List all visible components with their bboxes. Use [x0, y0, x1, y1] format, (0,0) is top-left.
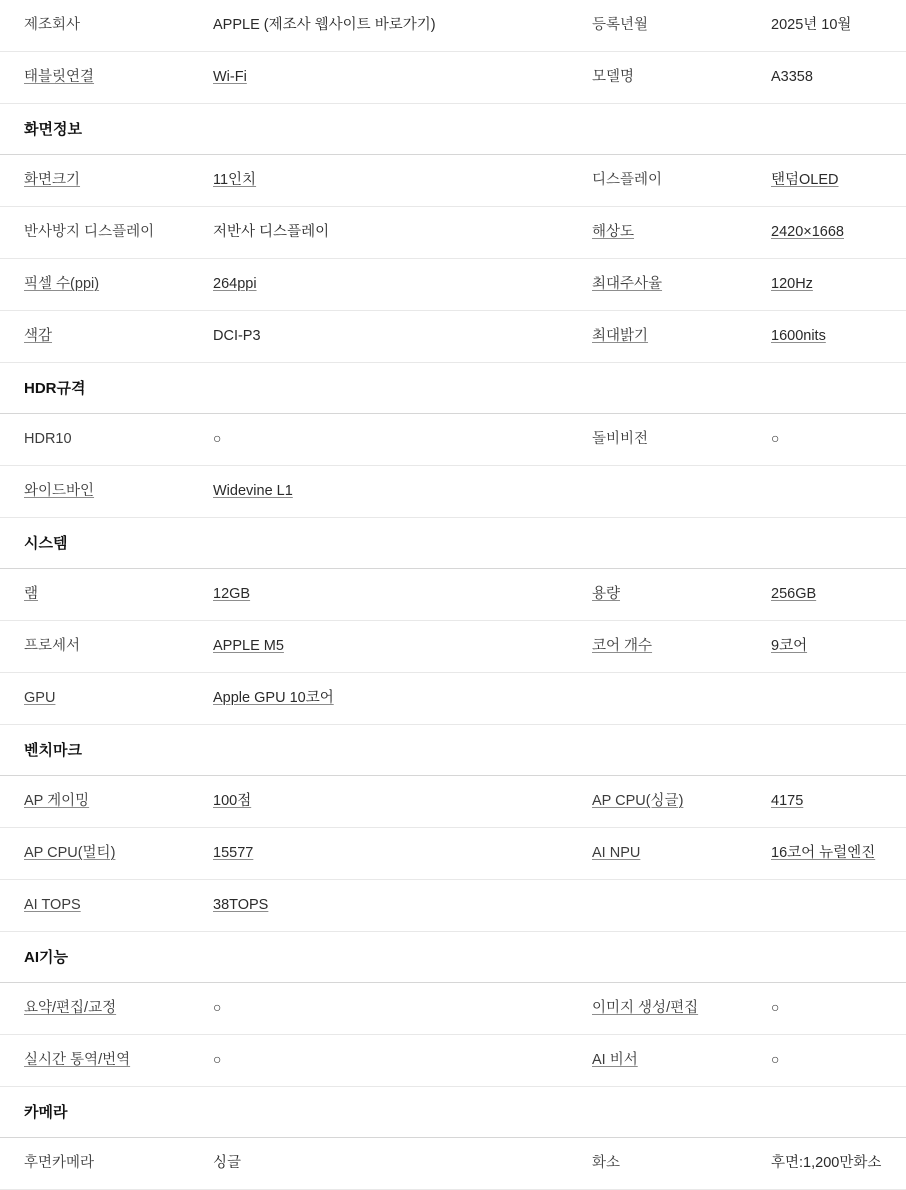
spec-label-cell[interactable] — [0, 466, 189, 518]
spec-text: ○ — [771, 999, 780, 1016]
spec-text: 디스플레이 — [592, 172, 663, 189]
table-row — [0, 880, 906, 932]
spec-value-cell — [747, 0, 906, 52]
spec-label-cell[interactable] — [568, 569, 747, 621]
spec-link-text[interactable]: AP CPU(멀티) — [24, 845, 116, 862]
spec-value-cell[interactable] — [747, 155, 906, 207]
spec-value-cell — [189, 311, 568, 363]
section-title: 시스템 — [0, 518, 906, 569]
table-row — [0, 621, 906, 673]
spec-link-text[interactable]: 이미지 생성/편집 — [592, 1000, 699, 1017]
spec-text: HDR10 — [24, 431, 72, 448]
spec-value-cell[interactable] — [189, 621, 568, 673]
spec-text: 제조회사 — [24, 17, 81, 34]
spec-value-cell[interactable] — [747, 621, 906, 673]
section-title: 카메라 — [0, 1087, 906, 1138]
spec-value-cell[interactable] — [189, 673, 568, 725]
spec-text: 2025년 10월 — [771, 17, 852, 34]
table-row — [0, 155, 906, 207]
spec-label-cell[interactable] — [0, 52, 189, 104]
spec-value-cell — [747, 1138, 906, 1190]
spec-label-cell — [0, 621, 189, 673]
spec-value-cell[interactable] — [189, 52, 568, 104]
spec-link-text[interactable]: 와이드바인 — [24, 483, 95, 500]
spec-value-cell[interactable] — [747, 259, 906, 311]
spec-link-text[interactable]: 100점 — [213, 793, 252, 810]
spec-link-text[interactable]: AI 비서 — [592, 1052, 638, 1069]
spec-link-text[interactable]: 코어 개수 — [592, 638, 653, 655]
spec-label-cell[interactable] — [0, 1035, 189, 1087]
section-header-row — [0, 725, 906, 776]
table-row — [0, 1138, 906, 1190]
spec-link-text[interactable]: 화면크기 — [24, 172, 81, 189]
spec-text: ○ — [213, 999, 222, 1016]
spec-value-cell[interactable] — [189, 776, 568, 828]
spec-text: A3358 — [771, 69, 813, 86]
spec-value-cell — [747, 1035, 906, 1087]
spec-text: 싱글 — [213, 1155, 242, 1172]
spec-label-cell[interactable] — [0, 828, 189, 880]
empty-cell — [747, 880, 906, 932]
spec-text: 돌비비전 — [592, 431, 649, 448]
spec-value-cell[interactable] — [189, 259, 568, 311]
spec-value-cell[interactable] — [747, 828, 906, 880]
table-row — [0, 311, 906, 363]
spec-link-text[interactable]: Apple GPU 10코어 — [213, 690, 334, 707]
spec-label-cell[interactable] — [0, 880, 189, 932]
spec-label-cell — [568, 414, 747, 466]
spec-label-cell[interactable] — [568, 311, 747, 363]
spec-value-cell — [747, 52, 906, 104]
spec-link-text[interactable]: AP CPU(싱글) — [592, 793, 684, 810]
spec-link-text[interactable]: 12GB — [213, 586, 251, 603]
spec-value-cell[interactable] — [189, 569, 568, 621]
spec-text: ○ — [213, 1051, 222, 1068]
spec-link-text[interactable]: 해상도 — [592, 224, 635, 241]
table-row — [0, 259, 906, 311]
spec-label-cell — [0, 1138, 189, 1190]
table-row — [0, 52, 906, 104]
table-row — [0, 1035, 906, 1087]
spec-label-cell — [568, 1138, 747, 1190]
spec-label-cell — [568, 0, 747, 52]
section-header-row — [0, 518, 906, 569]
spec-link-text[interactable]: AP 게이밍 — [24, 793, 90, 810]
spec-link-text[interactable]: Wi-Fi — [213, 69, 247, 86]
section-header-row — [0, 363, 906, 414]
spec-text: ○ — [213, 430, 222, 447]
spec-label-cell[interactable] — [0, 155, 189, 207]
spec-link-text[interactable]: 11인치 — [213, 172, 257, 189]
spec-value-cell — [747, 983, 906, 1035]
spec-value-cell — [189, 207, 568, 259]
spec-text: 저반사 디스플레이 — [213, 224, 330, 241]
spec-value-cell[interactable] — [747, 569, 906, 621]
spec-text: 후면카메라 — [24, 1155, 95, 1172]
spec-label-cell[interactable] — [568, 776, 747, 828]
spec-link-text[interactable]: APPLE M5 — [213, 638, 284, 655]
spec-link-text[interactable]: 120Hz — [771, 276, 813, 293]
spec-value-cell[interactable] — [747, 776, 906, 828]
spec-value-cell[interactable] — [189, 828, 568, 880]
empty-cell — [568, 466, 747, 518]
spec-text: 프로세서 — [24, 638, 81, 655]
spec-link-text[interactable]: AI NPU — [592, 845, 641, 862]
spec-link-text[interactable]: 264ppi — [213, 276, 257, 293]
spec-link-text[interactable]: 실시간 통역/번역 — [24, 1052, 131, 1069]
spec-value-cell — [189, 983, 568, 1035]
spec-link-text[interactable]: 256GB — [771, 586, 817, 603]
table-row — [0, 983, 906, 1035]
empty-cell — [568, 673, 747, 725]
section-title: AI기능 — [0, 932, 906, 983]
spec-value-cell — [189, 1138, 568, 1190]
spec-link-text[interactable]: 탠덤OLED — [771, 172, 839, 189]
spec-text: 등록년월 — [592, 17, 649, 34]
spec-value-cell[interactable] — [747, 311, 906, 363]
spec-link-text[interactable]: GPU — [24, 690, 56, 707]
spec-text: ○ — [771, 430, 780, 447]
spec-label-cell[interactable] — [568, 259, 747, 311]
spec-link-text[interactable]: Widevine L1 — [213, 483, 293, 500]
table-row — [0, 414, 906, 466]
spec-link-text[interactable]: 15577 — [213, 845, 254, 862]
spec-label-cell[interactable] — [568, 828, 747, 880]
spec-link-text[interactable]: AI TOPS — [24, 897, 81, 914]
spec-text: 후면:1,200만화소 — [771, 1155, 882, 1172]
spec-text: 모델명 — [592, 69, 635, 86]
spec-text: 반사방지 디스플레이 — [24, 224, 155, 241]
section-title: 벤치마크 — [0, 725, 906, 776]
spec-label-cell[interactable] — [0, 259, 189, 311]
spec-text: 화소 — [592, 1155, 621, 1172]
spec-label-cell[interactable] — [0, 569, 189, 621]
spec-link-text[interactable]: 16코어 뉴럴엔진 — [771, 845, 876, 862]
spec-label-cell — [0, 0, 189, 52]
spec-value-cell — [189, 0, 568, 52]
section-header-row — [0, 104, 906, 155]
spec-label-cell — [568, 52, 747, 104]
spec-label-cell[interactable] — [0, 776, 189, 828]
table-row — [0, 569, 906, 621]
spec-label-cell[interactable] — [0, 673, 189, 725]
spec-value-cell — [189, 414, 568, 466]
table-row — [0, 776, 906, 828]
spec-link-text[interactable]: 1600nits — [771, 328, 826, 345]
section-header-row — [0, 1087, 906, 1138]
spec-label-cell[interactable] — [568, 1035, 747, 1087]
spec-label-cell — [0, 207, 189, 259]
section-title: HDR규격 — [0, 363, 906, 414]
table-row — [0, 828, 906, 880]
spec-text: DCI-P3 — [213, 328, 261, 345]
spec-link-text[interactable]: 용량 — [592, 586, 621, 603]
spec-label-cell[interactable] — [568, 207, 747, 259]
spec-text: ○ — [771, 1051, 780, 1068]
spec-link-text[interactable]: 태블릿연결 — [24, 69, 95, 86]
spec-link-text[interactable]: 색감 — [24, 328, 53, 345]
spec-link-text[interactable]: 최대주사율 — [592, 276, 663, 293]
spec-label-cell[interactable] — [568, 621, 747, 673]
empty-cell — [747, 673, 906, 725]
spec-value-cell[interactable] — [189, 466, 568, 518]
table-row — [0, 207, 906, 259]
spec-value-cell[interactable] — [189, 880, 568, 932]
spec-value-cell — [747, 414, 906, 466]
spec-label-cell — [568, 155, 747, 207]
empty-cell — [568, 880, 747, 932]
spec-link-text[interactable]: 램 — [24, 586, 39, 603]
spec-link-text[interactable]: 픽셀 수(ppi) — [24, 276, 100, 293]
spec-value-cell — [189, 1035, 568, 1087]
spec-text: APPLE (제조사 웹사이트 바로가기) — [213, 17, 436, 34]
spec-link-text[interactable]: 38TOPS — [213, 897, 269, 914]
spec-link-text[interactable]: 4175 — [771, 793, 804, 810]
spec-link-text[interactable]: 요약/편집/교정 — [24, 1000, 117, 1017]
spec-label-cell[interactable] — [0, 983, 189, 1035]
table-row — [0, 673, 906, 725]
table-row — [0, 0, 906, 52]
spec-link-text[interactable]: 2420×1668 — [771, 224, 844, 241]
table-row — [0, 466, 906, 518]
spec-value-cell[interactable] — [747, 207, 906, 259]
empty-cell — [747, 466, 906, 518]
spec-label-cell[interactable] — [0, 311, 189, 363]
section-header-row — [0, 932, 906, 983]
spec-label-cell — [0, 414, 189, 466]
spec-link-text[interactable]: 9코어 — [771, 638, 808, 655]
spec-value-cell[interactable] — [189, 155, 568, 207]
section-title: 화면정보 — [0, 104, 906, 155]
spec-link-text[interactable]: 최대밝기 — [592, 328, 649, 345]
spec-label-cell[interactable] — [568, 983, 747, 1035]
